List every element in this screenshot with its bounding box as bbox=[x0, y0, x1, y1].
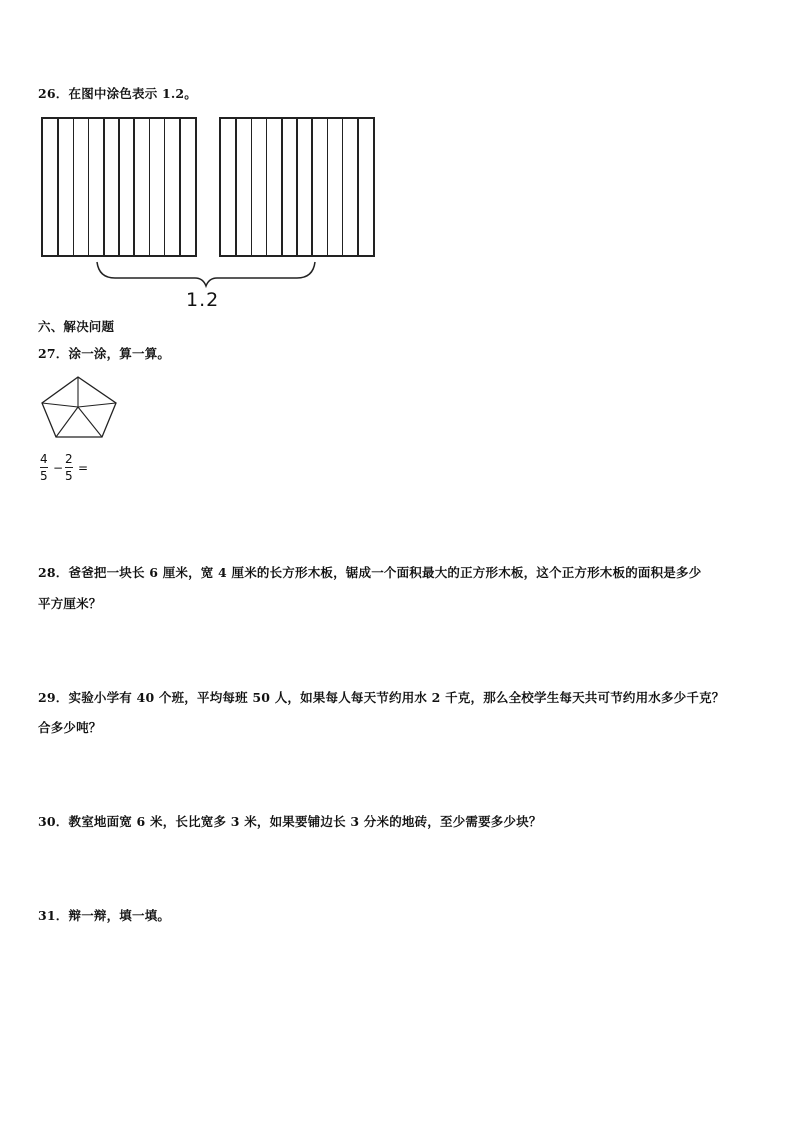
fraction-four-fifths bbox=[40, 452, 48, 483]
strip-divider bbox=[342, 119, 344, 255]
fraction-denominator: 5 bbox=[65, 469, 73, 483]
question-28-line-2: 平方厘米？ bbox=[38, 596, 102, 611]
strip-divider bbox=[281, 119, 283, 255]
strip-divider bbox=[73, 119, 75, 255]
equals-sign: = bbox=[78, 461, 89, 475]
strip-divider bbox=[149, 119, 151, 255]
strip-divider bbox=[57, 119, 59, 255]
decimal-square-left[interactable] bbox=[41, 117, 197, 257]
pentagon-figure[interactable] bbox=[40, 375, 120, 441]
strip-divider bbox=[357, 119, 359, 255]
strip-divider bbox=[251, 119, 253, 255]
minus-sign: − bbox=[53, 461, 64, 475]
fraction-bar bbox=[65, 467, 73, 468]
fraction-denominator: 5 bbox=[40, 469, 48, 483]
strip-divider bbox=[179, 119, 181, 255]
question-31-text: 31．辩一辩，填一填。 bbox=[38, 908, 171, 923]
fraction-numerator: 2 bbox=[65, 452, 73, 466]
strip-divider bbox=[311, 119, 313, 255]
decimal-square-right[interactable] bbox=[219, 117, 375, 257]
question-29-line-2: 合多少吨？ bbox=[38, 720, 102, 735]
question-29-line-1: 29．实验小学有 40 个班，平均每班 50 人，如果每人每天节约用水 2 千克，那么全校学生每天共可节约用水多少千克？ bbox=[38, 690, 725, 705]
fraction-numerator: 4 bbox=[40, 452, 48, 466]
section-title: 六、解决问题 bbox=[38, 319, 115, 334]
question-26-text: 26．在图中涂色表示 1.2。 bbox=[38, 86, 197, 101]
question-27-text: 27．涂一涂，算一算。 bbox=[38, 346, 171, 361]
strip-divider bbox=[88, 119, 90, 255]
strip-divider bbox=[164, 119, 166, 255]
strip-divider bbox=[103, 119, 105, 255]
fraction-two-fifths bbox=[65, 452, 73, 483]
question-30-text: 30．教室地面宽 6 米，长比宽多 3 米，如果要铺边长 3 分米的地砖，至少需要多少块？ bbox=[38, 814, 542, 829]
strip-divider bbox=[266, 119, 268, 255]
strip-divider bbox=[235, 119, 237, 255]
strip-divider bbox=[133, 119, 135, 255]
question-28-line-1: 28．爸爸把一块长 6 厘米，宽 4 厘米的长方形木板，锯成一个面积最大的正方形木板，这个正方形木板的面积是多少 bbox=[38, 565, 702, 580]
strip-divider bbox=[327, 119, 329, 255]
strip-divider bbox=[118, 119, 120, 255]
fraction-bar bbox=[40, 467, 48, 468]
brace-label: 1.2 bbox=[186, 289, 220, 311]
strip-divider bbox=[296, 119, 298, 255]
brace-icon bbox=[95, 258, 317, 288]
